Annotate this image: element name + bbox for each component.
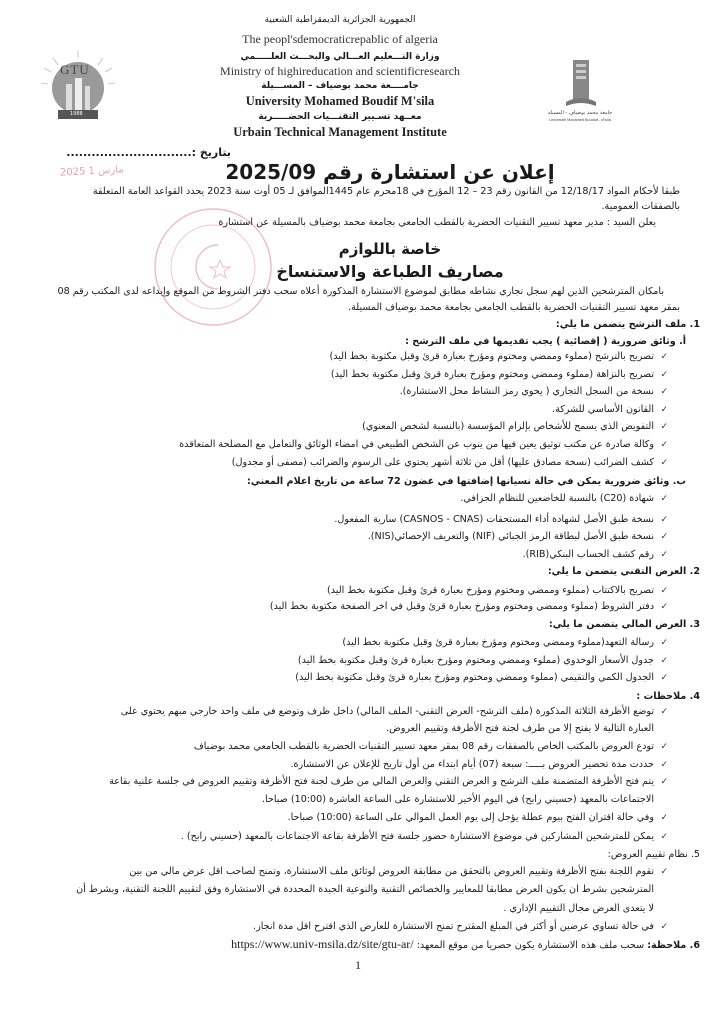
- list-item-continuation: العبارة التالية لا يفتح إلا من طرف لجنة فتح الأظرفة وتقييم العروض.: [386, 723, 654, 734]
- checkmark-icon: ✓: [660, 352, 668, 362]
- list-item-continuation: لا يتعدى العرض مجال التقييم الإداري .: [503, 903, 654, 914]
- list-item: تودع العروض بالمكتب الخاص بالصفقات رقم 08 بمقر معهد تسيير التقنيات الحضرية بالقطب الجامعي محمد بوضياف: [193, 741, 654, 752]
- list-item: تقوم اللجنة بفتح الأظرفة وتقييم العروض بالتحقق من مطابقة العروض لوثائق ملف الاستشارة، وتمنح لصاحب اقل عرض مالي من بين: [129, 866, 654, 877]
- checkmark-icon: ✓: [660, 760, 668, 770]
- section-4-heading: 4. ملاحظات :: [636, 691, 700, 702]
- checkmark-icon: ✓: [660, 550, 668, 560]
- university-en: University Mohamed Boudif M'sila: [245, 94, 435, 108]
- university-ar: جامــــعة محمد بوضياف – المســـيلة: [261, 81, 419, 91]
- section-1-heading: 1. ملف الترشح يتضمن ما يلي:: [555, 319, 700, 330]
- section-6-label: 6. ملاحظة:: [647, 940, 700, 951]
- page-title: إعلان عن استشارة رقم 2025/09: [225, 160, 555, 184]
- para2-line-2: بمقر معهد تسيير التقنيات الحضرية بالقطب الجامعي بجامعة محمد بوضياف المسيلة.: [348, 302, 680, 313]
- checkmark-icon: ✓: [660, 458, 668, 468]
- checkmark-icon: ✓: [660, 515, 668, 525]
- list-item: نسخة من السجل التجاري ( يحوي رمز النشاط محل الاستشارة).: [399, 386, 654, 397]
- date-line: بتاريخ :..............................: [66, 146, 231, 159]
- list-item: تصريح بالنزاهة (مملوء وممضي ومختوم ومؤرخ بعبارة قرئ وقبل مكتوبة بخط اليد): [330, 369, 654, 380]
- republic-ar: الجمهورية الجزائرية الديمقراطية الشعبية: [264, 15, 416, 25]
- checkmark-icon: ✓: [660, 387, 668, 397]
- checkmark-icon: ✓: [660, 832, 668, 842]
- checkmark-icon: ✓: [660, 638, 668, 648]
- institute-url-link[interactable]: https://www.univ-msila.dz/site/gtu-ar/: [231, 937, 414, 951]
- university-logo-caption-en: Université Mohamed Boudiaf - M'sila: [549, 118, 611, 122]
- ministry-en: Ministry of highireducation and scientificresearch: [220, 64, 460, 78]
- list-item: التفويض الذي يسمح للأشخاص بإلزام المؤسسة (بالنسبة لشخص المعنوي): [362, 421, 654, 432]
- checkmark-icon: ✓: [660, 422, 668, 432]
- list-item: يتم فتح الأظرفة المتضمنة ملف الترشح و العرض التقني والعرض المالي من طرف لجنة فتح الأظرفة وتقييم العروض في جلسة علنية بقاعة: [109, 776, 654, 787]
- checkmark-icon: ✓: [660, 922, 668, 932]
- list-item: حددت مدة تحضير العروض بـــــ: سبعة (07) أيام ابتداء من أول تاريخ للإعلان عن الاستشارة.: [290, 759, 654, 770]
- university-logo-caption-ar: جامعة محمد بوضياف - المسيلة: [547, 110, 613, 116]
- checkmark-icon: ✓: [660, 742, 668, 752]
- para2-line-1: بامكان المترشحين الذين لهم سجل تجاري نشاطه مطابق لموضوع الاستشارة المذكورة أعلاه سحب دفتر الشروط من الموقع وإيداعه لدى المكتب رقم 08: [57, 286, 664, 297]
- list-item: تصريح بالترشح (مملوء وممضي ومختوم ومؤرخ بعبارة قرئ وقبل مكتوبة بخط اليد): [329, 351, 654, 362]
- list-item: كشف الضرائب (نسخة مصادق عليها) أقل من ثلاثة أشهر يحتوي على الرسوم والضرائب (مصفى أو مجدول): [231, 457, 654, 468]
- list-item-continuation: الاجتماعات بالمعهد (حسيني رابح) في اليوم الأخير للاستشارة على الساعة العاشرة (10:00) صباحا.: [261, 794, 654, 805]
- list-item: الجدول الكمي والتقيمي (مملوء وممضي ومختوم ومؤرخ بعبارة قرئ وقبل مكتوبة بخط اليد): [295, 672, 654, 683]
- list-item: القانون الأساسي للشركة.: [552, 404, 654, 415]
- gtu-logo-year: 1988: [70, 111, 83, 117]
- section-1b-heading: ب. وثائق ضرورية يمكن في حالة نسيانها إضافتها في غضون 72 ساعة من تاريخ اعلام المعني:: [247, 476, 686, 487]
- list-item-continuation: المترشحين بشرط ان يكون العرض مطابقا للمعايير والخصائص التقنية والنوعية الجيدة المحددة في الاستشارة وفق لتقييم اللجنة التقنية، وبشرط أن: [76, 884, 654, 895]
- subtitle-supplies: خاصة باللوازم: [338, 240, 442, 258]
- ministry-ar: وزارة التـــعليم العـــالي والبحـــث العلـــــمي: [240, 52, 440, 62]
- list-item: نسخة طبق الأصل لشهادة أداء المستحقات (CASNOS - CNAS) سارية المفعول.: [334, 514, 654, 525]
- subtitle-printing: مصاريف الطباعة والاستنساخ: [276, 262, 504, 281]
- checkmark-icon: ✓: [660, 813, 668, 823]
- list-item: جدول الأسعار الوحدوي (مملوء وممضي ومختوم ومؤرخ بعبارة قرئ وقبل مكتوبة بخط اليد): [297, 655, 654, 666]
- republic-en: The peopl'sdemocraticrepablic of algeria: [242, 32, 438, 46]
- checkmark-icon: ✓: [660, 602, 668, 612]
- section-3-heading: 3. العرض المالي يتضمن ما يلي:: [548, 619, 700, 630]
- checkmark-icon: ✓: [660, 405, 668, 415]
- list-item: توضع الأظرفة الثلاثة المذكورة (ملف الترشح- العرض التقني- الملف المالي) داخل ظرف وتوضع في ملف واحد خارجي مبهم يحتوي على: [120, 706, 654, 717]
- checkmark-icon: ✓: [660, 532, 668, 542]
- date-stamp: 2025 مارس 1: [59, 164, 124, 179]
- checkmark-icon: ✓: [660, 777, 668, 787]
- list-item: رقم كشف الحساب البنكي(RIB).: [522, 549, 654, 560]
- list-item: شهادة (C20) بالنسبة للخاضعين للنظام الجزافي.: [460, 493, 654, 504]
- list-item: في حالة تساوي عرضين أو أكثر في المبلغ المقترح تمنح الاستشارة للعارض الذي اقترح اقل مدة انجاز.: [253, 921, 654, 932]
- page-number: 1: [355, 958, 361, 972]
- section-1a-heading: أ. وثائق ضرورية ( إقصائية ) يجب تقديمها في ملف الترشح :: [405, 336, 686, 347]
- checkmark-icon: ✓: [660, 440, 668, 450]
- checkmark-icon: ✓: [660, 494, 668, 504]
- checkmark-icon: ✓: [660, 586, 668, 596]
- list-item: دفتر الشروط (مملوء وممضي ومختوم ومؤرخ بعبارة قرئ وقبل في اخر الصفحة مكتوبة بخط اليد): [269, 601, 654, 612]
- section-2-heading: 2. العرض التقني يتضمن ما يلي:: [547, 566, 700, 577]
- gtu-logo: [38, 48, 118, 128]
- list-item: وكالة صادرة عن مكتب توثيق يعين فيها من ينوب عن الشخص الطبيعي في امضاء الوثائق والتعامل مع المصلحة المتعاقدة: [179, 439, 654, 450]
- list-item: يمكن للمترشحين المشاركين في موضوع الاستشارة حضور جلسة فتح الأظرفة بقاعة الاجتماعات بالمعهد (حسيني رابح) .: [180, 831, 654, 842]
- intro-line-2: بالصفقات العمومية.: [601, 201, 680, 212]
- section-6-note: [231, 937, 700, 953]
- institute-en: Urbain Technical Management Institute: [233, 125, 447, 139]
- checkmark-icon: ✓: [660, 673, 668, 683]
- list-item: رسالة التعهد(مملوء وممضي ومختوم ومؤرخ بعبارة قرئ وقبل مكتوبة بخط اليد): [342, 637, 654, 648]
- institute-ar: معــهد تسـيير التقنـــيات الحضـــــرية: [258, 112, 422, 122]
- section-5-heading: 5. نظام تقييم العروض:: [607, 849, 700, 860]
- list-item: نسخة طبق الأصل لبطاقة الرمز الجبائي (NIF) والتعريف الإحصائي(NIS).: [367, 531, 654, 542]
- checkmark-icon: ✓: [660, 656, 668, 666]
- checkmark-icon: ✓: [660, 707, 668, 717]
- list-item: وفي حالة اقتران الفتح بيوم عطلة يؤجل إلى يوم العمل الموالي على الساعة (10:00) صباحا.: [287, 812, 654, 823]
- university-logo: [540, 58, 620, 130]
- intro-line-3: يعلن السيد : مدير معهد تسيير التقنيات الحضرية بالقطب الجامعي بجامعة محمد بوضياف بالمسيلة عن استشارة: [218, 217, 656, 228]
- list-item: تصريح بالاكتتاب (مملوء وممضي ومختوم ومؤرخ بعبارة قرئ وقبل مكتوبة بخط اليد): [327, 585, 654, 596]
- gtu-logo-text: GTU: [60, 62, 90, 77]
- checkmark-icon: ✓: [660, 370, 668, 380]
- checkmark-icon: ✓: [660, 867, 668, 877]
- intro-line-1: طبقا لأحكام المواد 12/18/17 من القانون رقم 23 – 12 المؤرخ في 18محرم عام 1445الموافق لـ 05 أوت سنة 2023 يحدد القواعد العامة المتعلقة: [92, 186, 680, 197]
- section-6-text: سحب ملف هذه الاستشارة يكون حصريا من موقع المعهد:: [416, 940, 645, 951]
